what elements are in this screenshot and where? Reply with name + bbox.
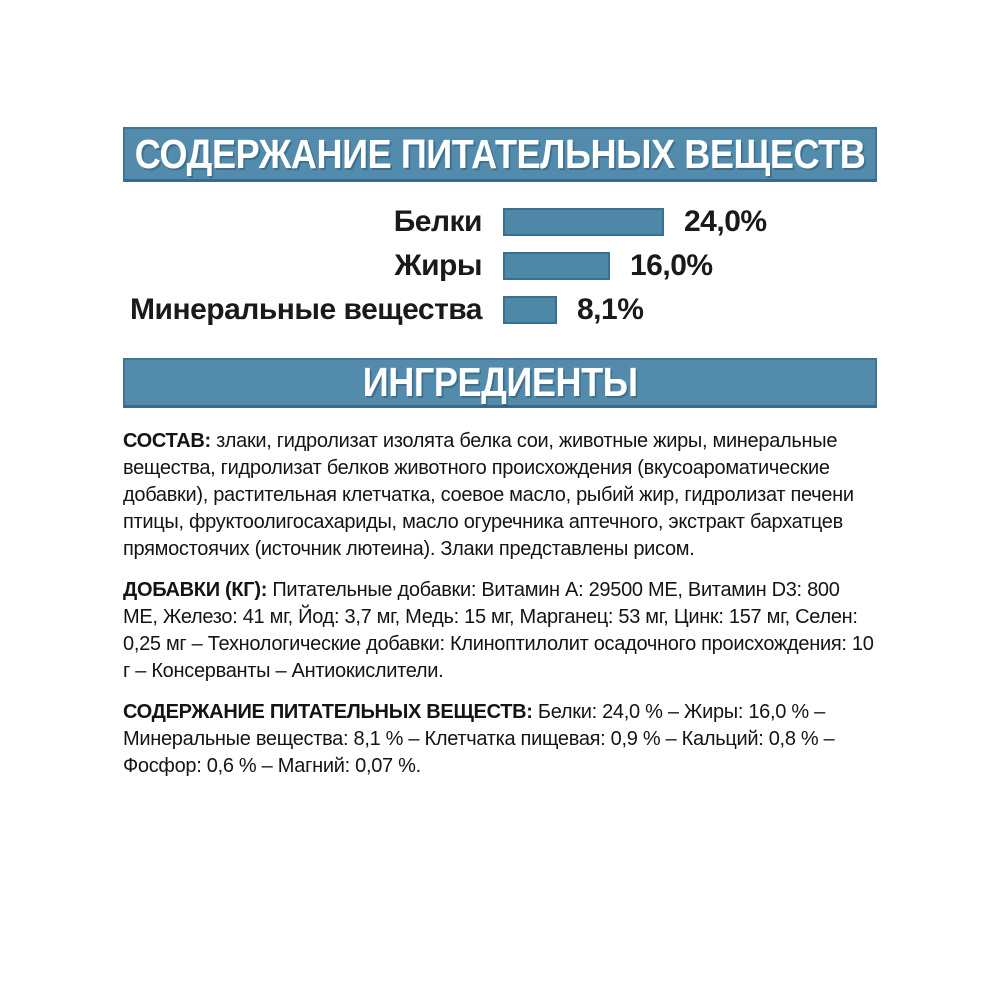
- nutrient-content-header-band: [123, 127, 877, 182]
- text-sections: [123, 428, 877, 780]
- chart-value-minerals: 8,1%: [577, 293, 644, 326]
- chart-label-fats: Жиры: [394, 249, 482, 282]
- chart-bar-fats: [503, 252, 610, 280]
- panel-content: [123, 127, 877, 794]
- composition-paragraph: [123, 428, 877, 563]
- chart-row-proteins: [123, 200, 877, 244]
- ingredients-header-title: ИНГРЕДИЕНТЫ: [362, 359, 638, 405]
- composition-text: злаки, гидролизат изолята белка сои, животные жиры, минеральные вещества, гидролизат белков животного происхождения (вкусоароматические добавки), растительная клетчатка, соевое масло, рыбий жир, гидролизат печени птицы, фруктоолигосахариды, масло огуречника аптечного, экстракт бархатцев прямостоячих (источник лютеина). Злаки представлены рисом.: [123, 430, 854, 560]
- chart-label-proteins: Белки: [393, 205, 482, 238]
- chart-bar-proteins: [503, 208, 664, 236]
- nutrient-bar-chart: [123, 200, 877, 332]
- chart-row-minerals: [123, 288, 877, 332]
- chart-row-fats: [123, 244, 877, 288]
- composition-label: СОСТАВ:: [123, 430, 211, 452]
- nutrient-content-label: СОДЕРЖАНИЕ ПИТАТЕЛЬНЫХ ВЕЩЕСТВ:: [123, 701, 533, 723]
- chart-label-minerals: Минеральные вещества: [130, 293, 482, 326]
- chart-bar-minerals: [503, 296, 557, 324]
- additives-label: ДОБАВКИ (КГ):: [123, 579, 268, 601]
- ingredients-header-band: [123, 358, 877, 408]
- additives-text: Питательные добавки: Витамин А: 29500 МЕ, Витамин D3: 800 МЕ, Железо: 41 мг, Йод: 3,7 мг, Медь: 15 мг, Марганец: 53 мг, Цинк: 157 мг, Селен: 0,25 мг – Технологические добавки: Клиноптилолит осадочного происхождения: 10 г – Консерванты – Антиокислители.: [123, 579, 874, 682]
- chart-value-fats: 16,0%: [630, 249, 713, 282]
- nutrient-content-paragraph: [123, 699, 877, 780]
- additives-paragraph: [123, 577, 877, 685]
- nutrient-content-text: Белки: 24,0 % – Жиры: 16,0 % – Минеральные вещества: 8,1 % – Клетчатка пищевая: 0,9 % – Кальций: 0,8 % – Фосфор: 0,6 % – Магний: 0,07 %.: [123, 701, 835, 777]
- chart-value-proteins: 24,0%: [684, 205, 767, 238]
- nutrient-content-header-title: СОДЕРЖАНИЕ ПИТАТЕЛЬНЫХ ВЕЩЕСТВ: [134, 130, 866, 177]
